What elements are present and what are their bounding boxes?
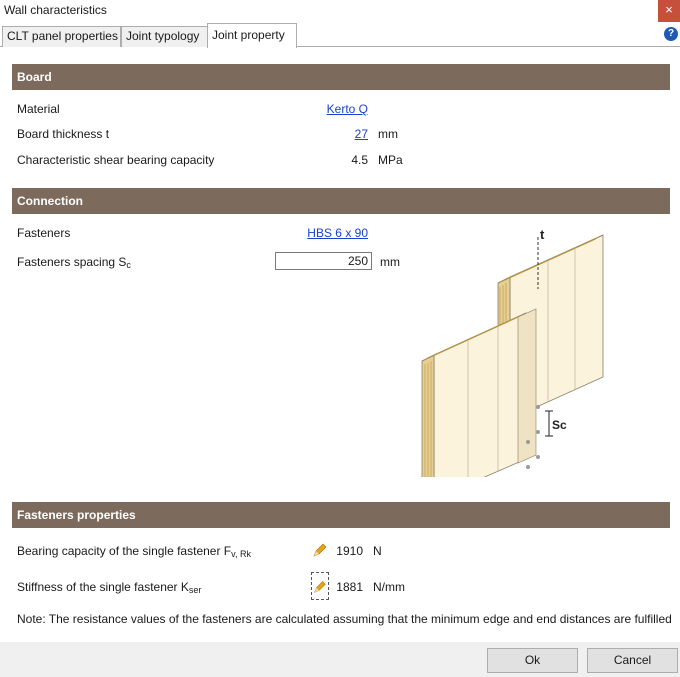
bearing-capacity-value: 1910: [336, 544, 363, 558]
stiffness-unit: N/mm: [373, 580, 405, 594]
fasteners-label: Fasteners: [17, 226, 71, 240]
shear-capacity-value: 4.5: [351, 153, 368, 167]
fasteners-note: Note: The resistance values of the fasteners are calculated assuming that the minimum edge and end distances are fulfilled: [17, 612, 672, 626]
stiffness-value: 1881: [336, 580, 363, 594]
tab-strip: [0, 22, 680, 47]
ok-button[interactable]: Ok: [487, 648, 578, 673]
window-title: Wall characteristics: [4, 3, 107, 17]
fasteners-spacing-input[interactable]: 250: [275, 252, 372, 270]
tab-joint-typology[interactable]: Joint typology: [121, 26, 208, 47]
material-label: Material: [17, 102, 60, 116]
joint-property-panel: [0, 47, 680, 642]
board-thickness-label: Board thickness t: [17, 127, 110, 141]
stiffness-label: Stiffness of the single fastener $K_{ser}$: [17, 580, 202, 595]
title-bar: [0, 0, 680, 22]
bearing-capacity-unit: N: [373, 544, 382, 558]
tab-joint-property[interactable]: Joint property: [207, 23, 297, 48]
figure-sc-label: Sc: [552, 418, 567, 432]
fasteners-link[interactable]: HBS 6 x 90: [307, 226, 368, 240]
material-link[interactable]: Kerto Q: [326, 102, 368, 116]
connection-section-header: Connection: [12, 188, 670, 214]
help-icon[interactable]: ?: [664, 27, 678, 41]
board-section-header: Board: [12, 64, 670, 90]
board-thickness-link[interactable]: 27: [354, 127, 368, 141]
edit-bearing-capacity-pencil-icon[interactable]: [311, 541, 329, 559]
fasteners-spacing-label: Fasteners spacing $S_c$: [17, 255, 131, 270]
board-thickness-unit: mm: [378, 127, 398, 141]
shear-capacity-unit: MPa: [378, 153, 403, 167]
joint-illustration: [418, 227, 628, 477]
cancel-button[interactable]: Cancel: [587, 648, 678, 673]
edit-stiffness-pencil-icon[interactable]: [311, 572, 329, 600]
close-icon[interactable]: ×: [658, 0, 680, 22]
figure-t-label: t: [540, 227, 545, 242]
bearing-capacity-label: Bearing capacity of the single fastener $F_{v, Rk}$: [17, 544, 251, 559]
shear-capacity-label: Characteristic shear bearing capacity: [17, 153, 215, 167]
fasteners-spacing-unit: mm: [380, 255, 400, 269]
fasteners-properties-section-header: Fasteners properties: [12, 502, 670, 528]
tab-clt-panel-properties[interactable]: CLT panel properties: [2, 26, 121, 47]
dialog-footer: [0, 642, 680, 677]
